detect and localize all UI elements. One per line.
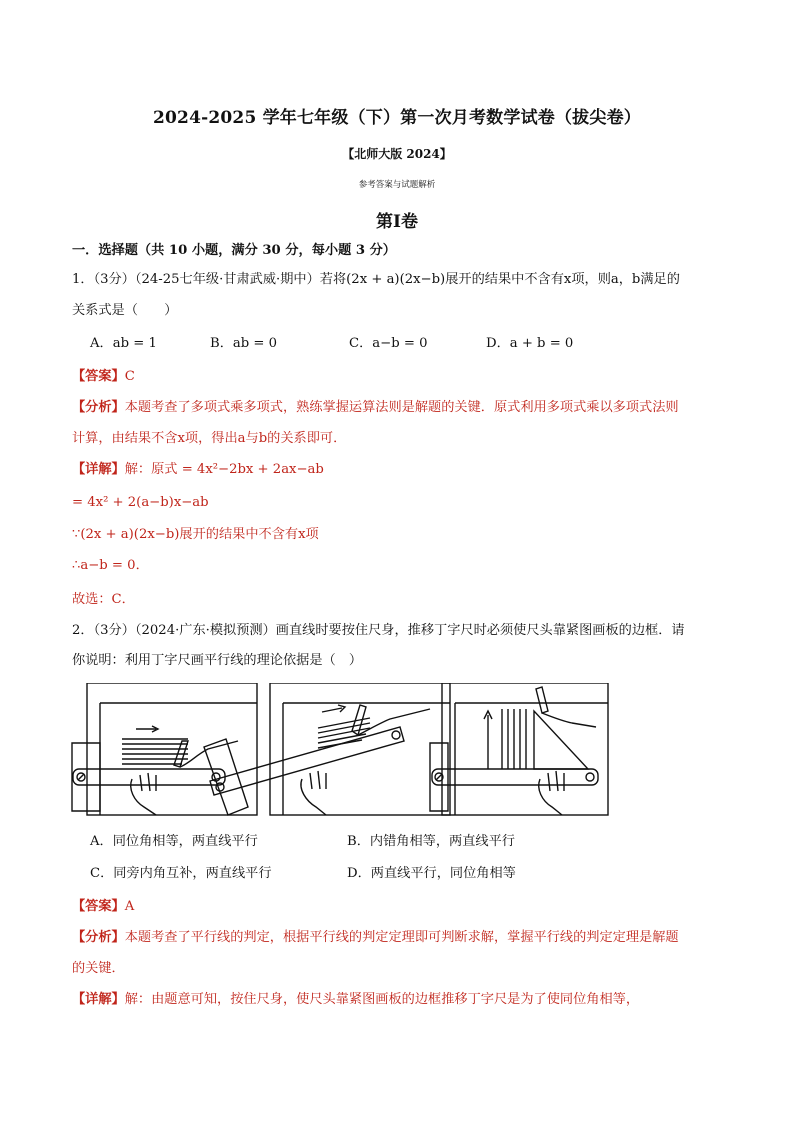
q2-detail-line1-row	[72, 990, 732, 1010]
q1-detail-line2: = 4x² + 2(a−b)x−ab	[72, 495, 209, 510]
t-square-illustration	[70, 683, 680, 819]
q2-analysis-tag: 【分析】	[72, 930, 125, 945]
q1-detail-tag: 【详解】	[72, 462, 125, 477]
q1-analysis-tag: 【分析】	[72, 400, 125, 415]
q1-choice-line: 故选：C．	[72, 592, 135, 607]
q1-detail-line3: ∵(2x + a)(2x−b)展开的结果中不含有x项	[72, 527, 319, 542]
q2-stem-line1: 2．（3分）（2024·广东·模拟预测）画直线时要按住尺身，推移丁字尺时必须使尺头靠紧图画板的边框．请	[72, 623, 685, 638]
q2-answer-row	[72, 897, 732, 917]
q1-answer-row	[72, 367, 732, 387]
q1-analysis-line2: 计算，由结果不含x项，得出a与b的关系即可．	[72, 431, 347, 446]
q2-answer-value: A	[124, 899, 135, 914]
q2-analysis-line1: 本题考查了平行线的判定，根据平行线的判定定理即可判断求解，掌握平行线的判定定理是解题	[124, 930, 679, 945]
page-title: 2024-2025 学年七年级（下）第一次月考数学试卷（拔尖卷）	[152, 108, 641, 128]
q1-stem-line1: 1．（3分）（24-25七年级·甘肃武威·期中）若将(2x + a)(2x−b)展开的结果中不含有x项，则a，b满足的	[72, 272, 680, 287]
q1-analysis-line1: 本题考查了多项式乘多项式，熟练掌握运算法则是解题的关键．原式利用多项式乘以多项式法则	[124, 400, 679, 415]
q2-answer-tag: 【答案】	[72, 899, 125, 914]
q2-detail-tag: 【详解】	[72, 992, 125, 1007]
q2-stem-line2: 你说明：利用丁字尺画平行线的理论依据是（ ）	[72, 653, 363, 668]
section-heading: 一．选择题（共 10 小题，满分 30 分，每小题 3 分）	[72, 243, 396, 258]
q1-option-a: A．ab = 1	[90, 336, 157, 351]
q2-option-c: C．同旁内角互补，两直线平行	[90, 866, 272, 881]
edition-label: 【北师大版 2024】	[342, 147, 452, 161]
q1-analysis-line1-row	[72, 398, 732, 418]
q2-analysis-line1-row	[72, 928, 732, 948]
panel-3-drawing	[430, 683, 608, 815]
q2-option-a: A．同位角相等，两直线平行	[90, 834, 258, 849]
q2-analysis-line2: 的关键．	[72, 961, 125, 976]
q2-detail-line1: 解：由题意可知，按住尺身，使尺头靠紧图画板的边框推移丁字尺是为了使同位角相等，	[124, 992, 640, 1007]
reference-subtitle: 参考答案与试题解析	[358, 180, 436, 190]
q1-option-c: C．a−b = 0	[349, 336, 428, 351]
q1-detail-line1: 解：原式 = 4x²−2bx + 2ax−ab	[124, 462, 324, 477]
q1-detail-line4: ∴a−b = 0．	[72, 558, 149, 573]
q1-option-b: B．ab = 0	[210, 336, 278, 351]
q2-option-d: D．两直线平行，同位角相等	[347, 866, 516, 881]
q1-detail-line1-row	[72, 460, 732, 480]
q1-answer-value: C	[124, 369, 135, 384]
q1-option-d: D．a + b = 0	[486, 336, 574, 351]
q2-option-b: B．内错角相等，两直线平行	[347, 834, 515, 849]
q1-answer-tag: 【答案】	[72, 369, 125, 384]
q1-stem-line2: 关系式是（ ）	[72, 303, 178, 318]
volume-heading: 第Ⅰ卷	[376, 212, 418, 232]
